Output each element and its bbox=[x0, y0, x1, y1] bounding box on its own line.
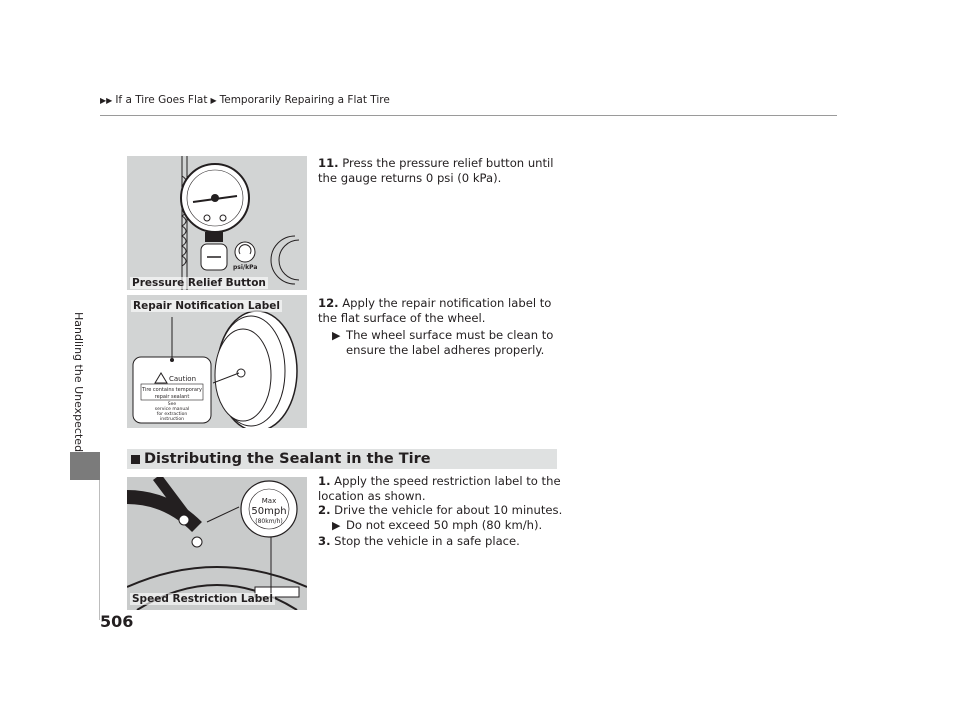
speed-label-line: Max bbox=[261, 497, 277, 505]
arrow-icon: ▶ bbox=[332, 328, 341, 342]
step-sub-note bbox=[332, 518, 563, 533]
speed-label-line: 50mph bbox=[251, 506, 287, 517]
square-bullet-icon bbox=[131, 455, 140, 464]
section-header bbox=[127, 449, 557, 469]
label-line: Tire contains temporary bbox=[142, 387, 202, 393]
sub-text: Do not exceed 50 mph (80 km/h). bbox=[346, 518, 543, 533]
speed-label-line: (80km/h) bbox=[255, 518, 283, 525]
step-11 bbox=[318, 156, 563, 187]
breadcrumb-item[interactable]: Temporarily Repairing a Flat Tire bbox=[219, 94, 390, 106]
step-number: 12. bbox=[318, 296, 339, 310]
step-text: Apply the speed restriction label to the location as shown. bbox=[318, 474, 561, 504]
step-12 bbox=[318, 296, 563, 359]
pressure-relief-button-callout: Pressure Relief Button bbox=[132, 277, 266, 289]
sub-text: The wheel surface must be clean to ensure the label adheres properly. bbox=[346, 327, 554, 358]
section-title bbox=[127, 451, 431, 467]
breadcrumb bbox=[100, 94, 390, 106]
step-number: 3. bbox=[318, 534, 331, 548]
header-divider bbox=[100, 115, 837, 116]
label-line: See bbox=[167, 402, 177, 407]
wheel-illustration bbox=[127, 295, 307, 428]
step-text: Apply the repair notification label to the flat surface of the wheel. bbox=[318, 296, 552, 326]
speed-restriction-figure bbox=[127, 477, 307, 610]
label-line: repair sealant bbox=[154, 394, 190, 400]
repair-notification-label-callout: Repair Notification Label bbox=[133, 300, 280, 312]
step-number: 11. bbox=[318, 156, 339, 170]
breadcrumb-item[interactable]: If a Tire Goes Flat bbox=[115, 94, 208, 106]
caution-text: Caution bbox=[169, 375, 197, 383]
step-text: Stop the vehicle in a safe place. bbox=[334, 534, 520, 548]
step-number: 1. bbox=[318, 474, 331, 488]
step-3 bbox=[318, 534, 563, 549]
speed-label-illustration bbox=[127, 477, 307, 610]
step-sub-note bbox=[332, 328, 563, 359]
double-arrow-icon: ▶▶ bbox=[100, 95, 113, 105]
section-title-text: Distributing the Sealant in the Tire bbox=[144, 451, 431, 467]
section-side-label: Handling the Unexpected bbox=[72, 312, 85, 453]
speed-restriction-label-callout: Speed Restriction Label bbox=[132, 593, 273, 605]
step-2 bbox=[318, 503, 563, 534]
label-line: instruction bbox=[159, 417, 185, 422]
arrow-icon: ▶ bbox=[332, 519, 341, 533]
step-number: 2. bbox=[318, 503, 331, 517]
page-number: 506 bbox=[100, 612, 134, 631]
step-text: Press the pressure relief button until the gauge returns 0 psi (0 kPa). bbox=[318, 156, 554, 186]
step-1 bbox=[318, 474, 563, 505]
gauge-figure bbox=[127, 156, 307, 290]
wheel-figure bbox=[127, 295, 307, 428]
section-tab bbox=[70, 452, 100, 480]
arrow-icon: ▶ bbox=[210, 95, 217, 105]
unit-text: psi/kPa bbox=[233, 264, 258, 271]
side-divider bbox=[99, 480, 100, 620]
gauge-illustration bbox=[127, 156, 307, 290]
label-line: for extraction bbox=[156, 412, 188, 417]
label-line: service manual bbox=[154, 407, 190, 412]
step-text: Drive the vehicle for about 10 minutes. bbox=[334, 503, 563, 517]
